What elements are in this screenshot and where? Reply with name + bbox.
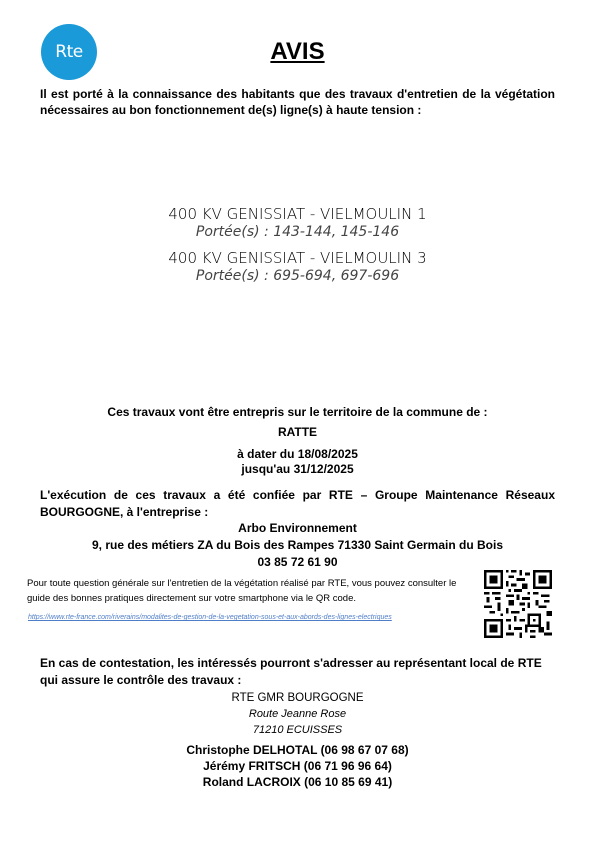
rte-local-name: RTE GMR BOURGOGNE xyxy=(231,692,364,704)
rte-local-city: 71210 ECUISSES xyxy=(252,724,343,736)
commune-name: RATTE xyxy=(277,425,318,439)
notice-title: AVIS xyxy=(270,38,325,65)
company-address: 9, rue des métiers ZA du Bois des Rampes 71330 Saint Germain du Bois xyxy=(91,538,504,552)
power-line-portees-1: Portée(s) : 143-144, 145-146 xyxy=(195,224,400,240)
qr-code[interactable] xyxy=(484,570,552,638)
guide-link[interactable]: https://www.rte-france.com/riverains/modalites-de-gestion-de-la-vegetation-sous-et-aux-abords-des-lignes-electriques xyxy=(28,614,392,621)
company-name: Arbo Environnement xyxy=(238,521,357,535)
contestation-paragraph: En cas de contestation, les intéressés pourront s'adresser au représentant local de RTE qui assure le contrôle des travaux : xyxy=(40,656,542,687)
territory-text: Ces travaux vont être entrepris sur le territoire de la commune de : xyxy=(107,405,488,419)
power-line-name-1: 400 KV GENISSIAT - VIELMOULIN 1 xyxy=(168,205,427,223)
rte-logo-text: Rte xyxy=(55,42,83,62)
rte-local-street: Route Jeanne Rose xyxy=(248,708,347,720)
contact-2: Jérémy FRITSCH (06 71 96 96 64) xyxy=(203,759,392,773)
company-phone: 03 85 72 61 90 xyxy=(257,555,338,569)
intro-paragraph: Il est porté à la connaissance des habitants que des travaux d'entretien de la végétation nécessaires au bon fonctionnement de(s) ligne(s) à haute tension : xyxy=(40,87,555,117)
power-line-name-2: 400 KV GENISSIAT - VIELMOULIN 3 xyxy=(168,249,427,267)
contact-3: Roland LACROIX (06 10 85 69 41) xyxy=(202,775,393,789)
qr-info-text: Pour toute question générale sur l'entretien de la végétation réalisé par RTE, vous pouvez consulter le guide des bonnes pratiques directement sur votre smartphone via le QR code. xyxy=(27,578,457,604)
date-to: jusqu'au 31/12/2025 xyxy=(241,462,354,476)
power-line-portees-2: Portée(s) : 695-694, 697-696 xyxy=(195,268,400,284)
date-from: à dater du 18/08/2025 xyxy=(237,447,358,461)
execution-paragraph: L'exécution de ces travaux a été confiée par RTE – Groupe Maintenance Réseaux BOURGOGNE, à l'entreprise : xyxy=(40,488,555,519)
contact-1: Christophe DELHOTAL (06 98 67 07 68) xyxy=(186,743,409,757)
